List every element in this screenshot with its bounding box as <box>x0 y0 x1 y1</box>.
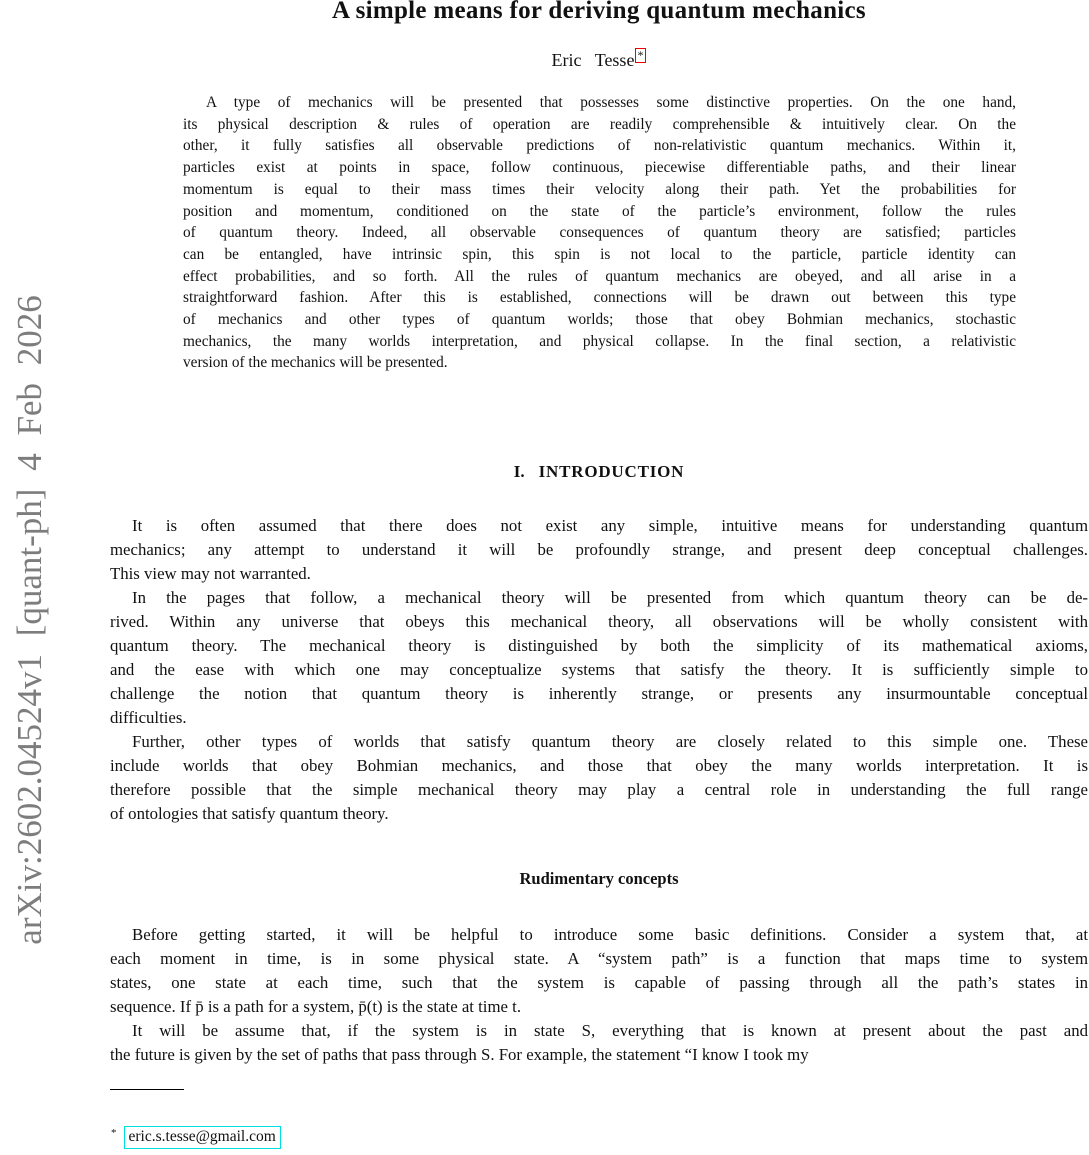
email-link[interactable]: eric.s.tesse@gmail.com <box>124 1126 281 1149</box>
paragraph <box>110 923 1088 1019</box>
text-line: effect probabilities, and so forth. All the rules of quantum mechanics are obeyed, and all arise in a <box>183 267 1016 285</box>
paragraph <box>110 730 1088 826</box>
text-line: momentum is equal to their mass times their velocity along their path. Yet the probabilities for <box>183 180 1016 198</box>
text-line: In the pages that follow, a mechanical theory will be presented from which quantum theory can be de- <box>132 588 1088 607</box>
text-line: include worlds that obey Bohmian mechanics, and those that obey the many worlds interpretation. It is <box>110 756 1088 775</box>
text-line: This view may not warranted. <box>110 564 311 583</box>
text-line: quantum theory. The mechanical theory is distinguished by both the simplicity of its mathematical axioms, <box>110 636 1088 655</box>
text-line: A type of mechanics will be presented that possesses some distinctive properties. On the one hand, <box>206 94 1016 111</box>
rudimentary-concepts-text <box>110 923 1088 1067</box>
text-line: can be entangled, have intrinsic spin, this spin is not local to the particle, particle identity can <box>183 245 1016 263</box>
text-line: version of the mechanics will be presented. <box>183 354 448 372</box>
text-line: rived. Within any universe that obeys this mechanical theory, all observations will be wholly consistent with <box>110 612 1088 631</box>
text-line: difficulties. <box>110 708 187 727</box>
paragraph <box>110 514 1088 586</box>
introduction-text <box>110 514 1088 826</box>
text-line: Further, other types of worlds that satisfy quantum theory are closely related to this simple one. These <box>132 732 1088 751</box>
author-name: Eric Tesse <box>551 50 635 70</box>
text-line: challenge the notion that quantum theory is inherently strange, or presents any insurmountable conceptual <box>110 684 1088 703</box>
text-line: the future is given by the set of paths that pass through S. For example, the statement “I know I took my <box>110 1045 809 1064</box>
text-line: mechanics, the many worlds interpretation, and physical collapse. In the final section, a relativistic <box>183 332 1016 350</box>
footnote-marker: * <box>111 1127 117 1139</box>
paragraph <box>110 586 1088 730</box>
text-line: its physical description & rules of operation are readily comprehensible & intuitively clear. On the <box>183 115 1016 133</box>
paper-title: A simple means for deriving quantum mechanics <box>332 0 866 24</box>
footnote-rule <box>110 1089 184 1090</box>
text-line: Before getting started, it will be helpful to introduce some basic definitions. Consider a system that, at <box>132 925 1088 944</box>
author-footnote-link[interactable]: * <box>635 48 646 63</box>
text-line: other, it fully satisfies all observable predictions of non-relativistic quantum mechanics. Within it, <box>183 137 1016 155</box>
text-line: of ontologies that satisfy quantum theory. <box>110 804 389 823</box>
text-line: particles exist at points in space, follow continuous, piecewise differentiable paths, and their linear <box>183 159 1016 177</box>
text-line: each moment in time, is in some physical state. A “system path” is a function that maps time to system <box>110 949 1088 968</box>
text-line: sequence. If p̄ is a path for a system, p̄(t) is the state at time t. <box>110 997 522 1016</box>
section-heading-introduction <box>110 462 1088 482</box>
arxiv-watermark: arXiv:2602.04524v1 [quant-ph] 4 Feb 2026 <box>10 295 49 945</box>
author-line <box>110 48 1088 71</box>
text-line: therefore possible that the simple mechanical theory may play a central role in understanding the full range <box>110 780 1088 799</box>
paragraph <box>110 1019 1088 1067</box>
text-line: straightforward fashion. After this is established, connections will be drawn out between this type <box>183 289 1016 307</box>
section-title: INTRODUCTION <box>538 462 685 481</box>
text-line: mechanics; any attempt to understand it will be profoundly strange, and present deep conceptual challenges. <box>110 540 1088 559</box>
subsection-heading-rudimentary-concepts: Rudimentary concepts <box>519 869 679 888</box>
text-line: position and momentum, conditioned on the state of the particle’s environment, follow the rules <box>183 202 1016 220</box>
text-line: It is often assumed that there does not exist any simple, intuitive means for understanding quantum <box>132 516 1088 535</box>
text-line: of quantum theory. Indeed, all observable consequences of quantum theory are satisfied; particles <box>183 224 1016 242</box>
text-line: and the ease with which one may conceptualize systems that satisfy the theory. It is sufficiently simple to <box>110 660 1088 679</box>
footnote <box>111 1126 281 1149</box>
abstract <box>183 92 1016 374</box>
section-number: I. <box>513 462 525 481</box>
text-line: of mechanics and other types of quantum worlds; those that obey Bohmian mechanics, stochastic <box>183 311 1016 329</box>
text-line: It will be assume that, if the system is in state S, everything that is known at present about the past and <box>132 1021 1088 1040</box>
text-line: states, one state at each time, such that the system is capable of passing through all the path’s states in <box>110 973 1088 992</box>
